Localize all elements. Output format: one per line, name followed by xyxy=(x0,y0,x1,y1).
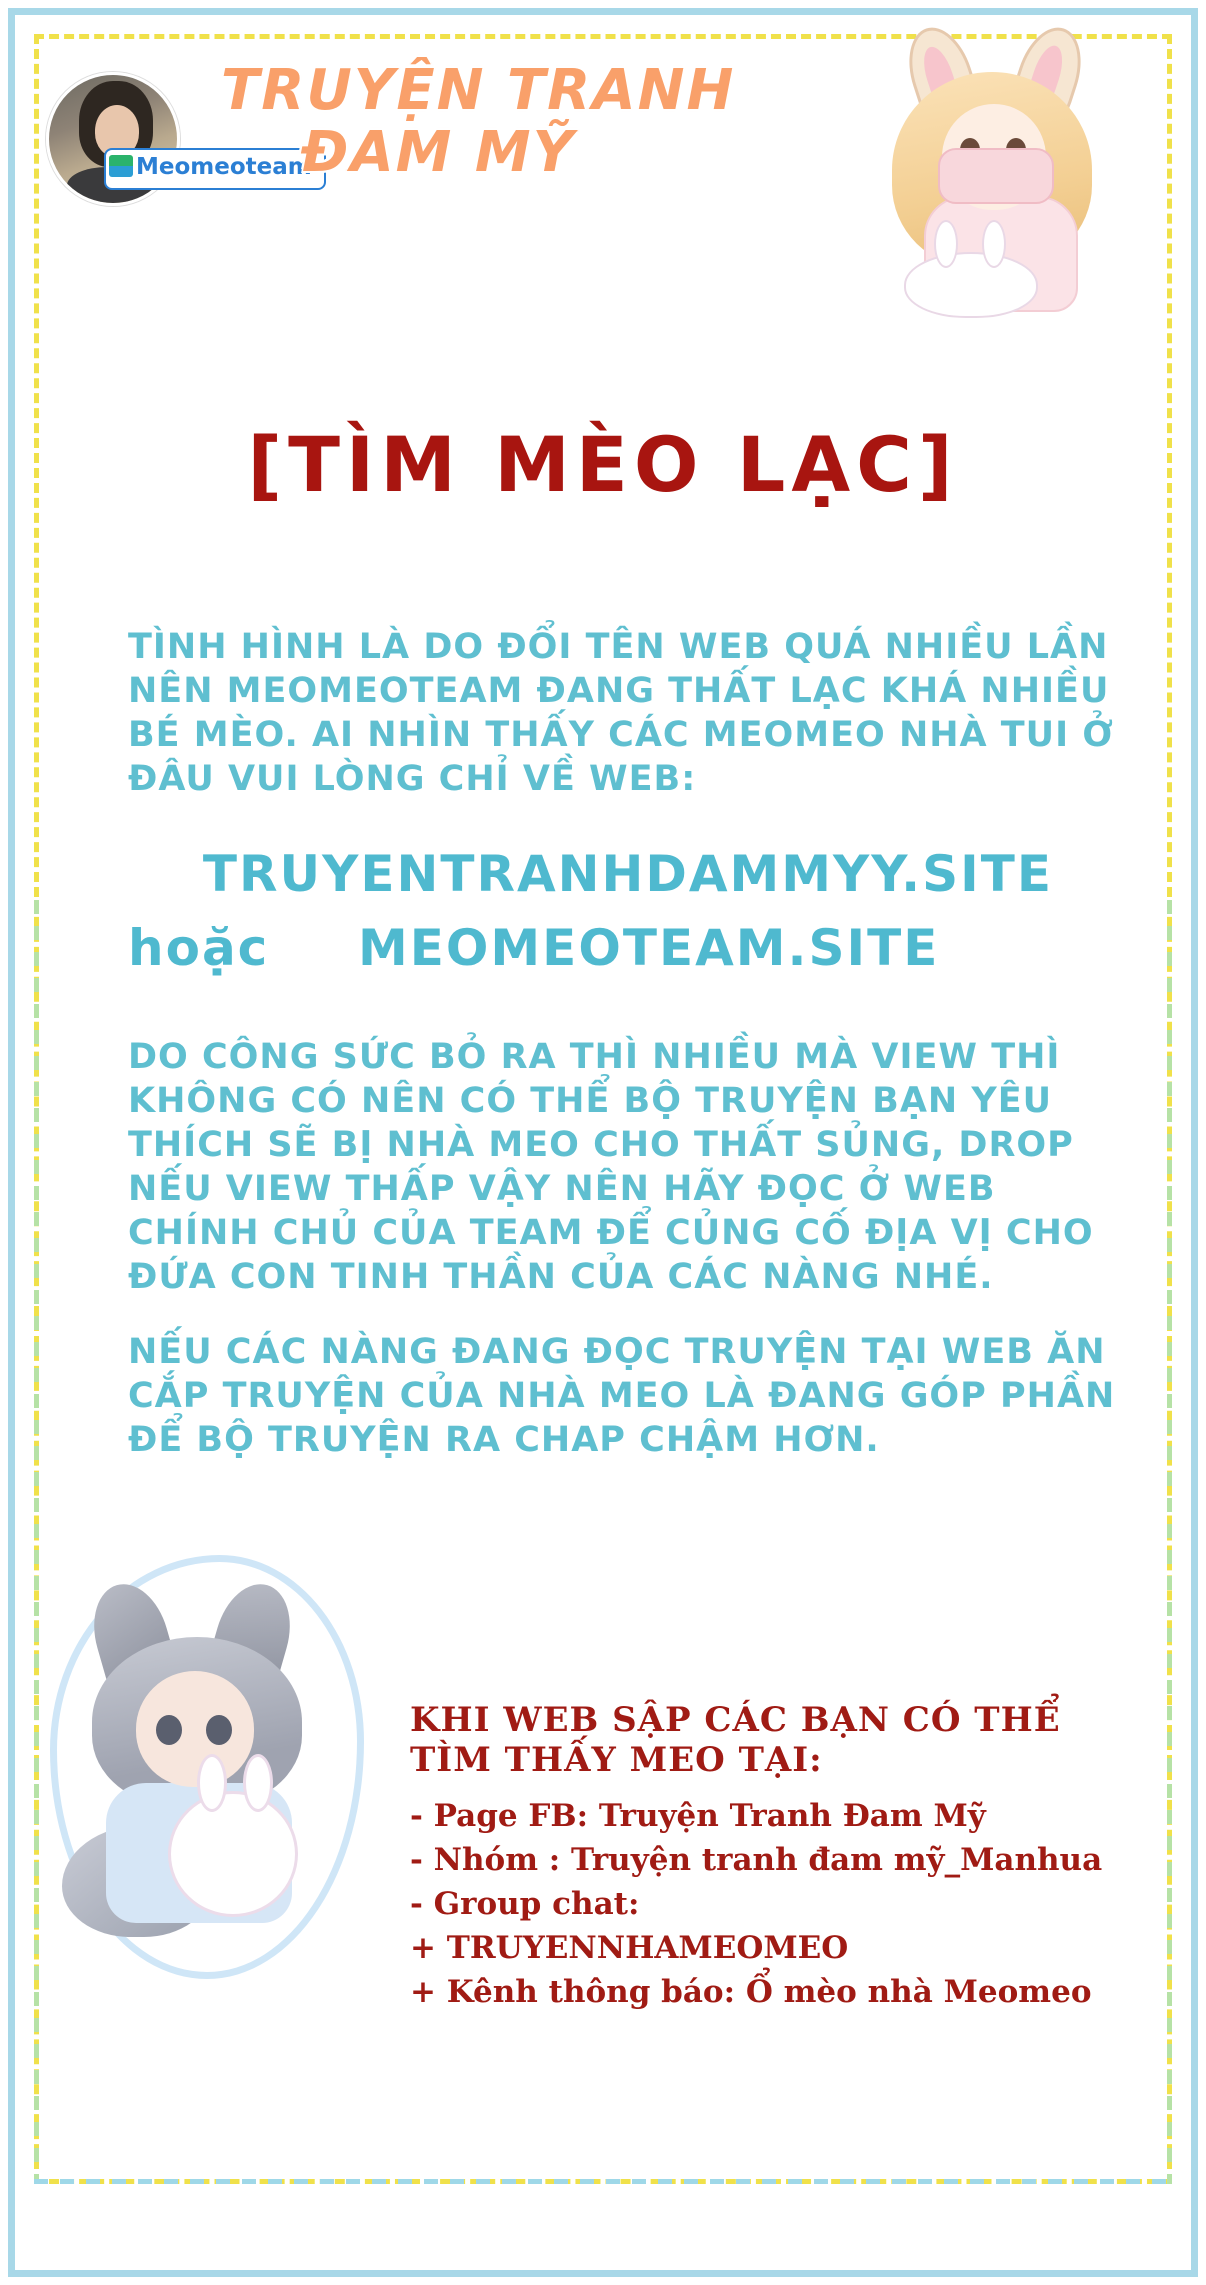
paragraph-warning: NẾU CÁC NÀNG ĐANG ĐỌC TRUYỆN TẠI WEB ĂN CẮP TRUYỆN CỦA NHÀ MEO LÀ ĐANG GÓP PHẦN ĐỂ BỘ TRUYỆN RA CHAP CHẬM HƠN. xyxy=(128,1332,1116,1460)
brand-line-1: TRUYỆN TRANH xyxy=(221,58,736,123)
contact-block xyxy=(410,1700,1130,2014)
wolf-face xyxy=(136,1671,254,1787)
website-links xyxy=(128,840,1128,982)
contact-item[interactable]: - Page FB: Truyện Tranh Đam Mỹ xyxy=(410,1798,986,1834)
chibi-wolf-illustration xyxy=(40,1545,370,1985)
page-title: [TÌM MÈO LẠC] xyxy=(247,420,959,509)
contact-item: - Group chat: xyxy=(410,1886,640,1922)
paragraph-intro: TÌNH HÌNH LÀ DO ĐỔI TÊN WEB QUÁ NHIỀU LẦN NÊN MEOMEOTEAM ĐANG THẤT LẠC KHÁ NHIỀU BÉ MÈO. AI NHÌN THẤY CÁC MEOMEO NHÀ TUI Ở ĐÂU VUI LÒNG CHỈ VỀ WEB: xyxy=(128,627,1114,799)
chibi-face-mask xyxy=(938,148,1054,204)
brand-line-2: ĐAM MỸ xyxy=(301,120,576,185)
contact-item[interactable]: + Kênh thông báo: Ổ mèo nhà Meomeo xyxy=(410,1974,1092,2010)
team-badge-label: Meomeoteam xyxy=(136,154,312,180)
wolf-bunny-plush xyxy=(168,1791,298,1917)
site-or-label: hoặc xyxy=(128,919,270,977)
site-secondary-row xyxy=(128,914,1128,982)
chibi-girl-illustration xyxy=(868,20,1138,320)
site-secondary-link[interactable]: MEOMEOTEAM.SITE xyxy=(358,919,940,977)
flag-icon xyxy=(109,155,133,177)
chibi-bunny-plush xyxy=(904,252,1038,318)
site-primary-link[interactable]: TRUYENTRANHDAMMYY.SITE xyxy=(202,845,1054,903)
paragraph-support: DO CÔNG SỨC BỎ RA THÌ NHIỀU MÀ VIEW THÌ KHÔNG CÓ NÊN CÓ THỂ BỘ TRUYỆN BẠN YÊU THÍCH SẼ BỊ NHÀ MEO CHO THẤT SỦNG, DROP NẾU VIEW THẤP VẬY NÊN HÃY ĐỌC Ở WEB CHÍNH CHỦ CỦA TEAM ĐỂ CỦNG CỐ ĐỊA VỊ CHO ĐỨA CON TINH THẦN CỦA CÁC NÀNG NHÉ. xyxy=(128,1037,1094,1297)
contact-heading: KHI WEB SẬP CÁC BẠN CÓ THỂ TÌM THẤY MEO TẠI: xyxy=(410,1700,1061,1780)
wolf-eye-left xyxy=(156,1715,182,1745)
brand-title xyxy=(221,60,821,184)
contact-item[interactable]: - Nhóm : Truyện tranh đam mỹ_Manhua xyxy=(410,1842,1103,1878)
dashed-border-bottom-blue xyxy=(34,2179,1172,2184)
dashed-border-right-green xyxy=(1167,900,1172,2184)
dashed-border-left-green xyxy=(34,900,39,2184)
contact-item[interactable]: + TRUYENNHAMEOMEO xyxy=(410,1930,849,1966)
wolf-eye-right xyxy=(206,1715,232,1745)
